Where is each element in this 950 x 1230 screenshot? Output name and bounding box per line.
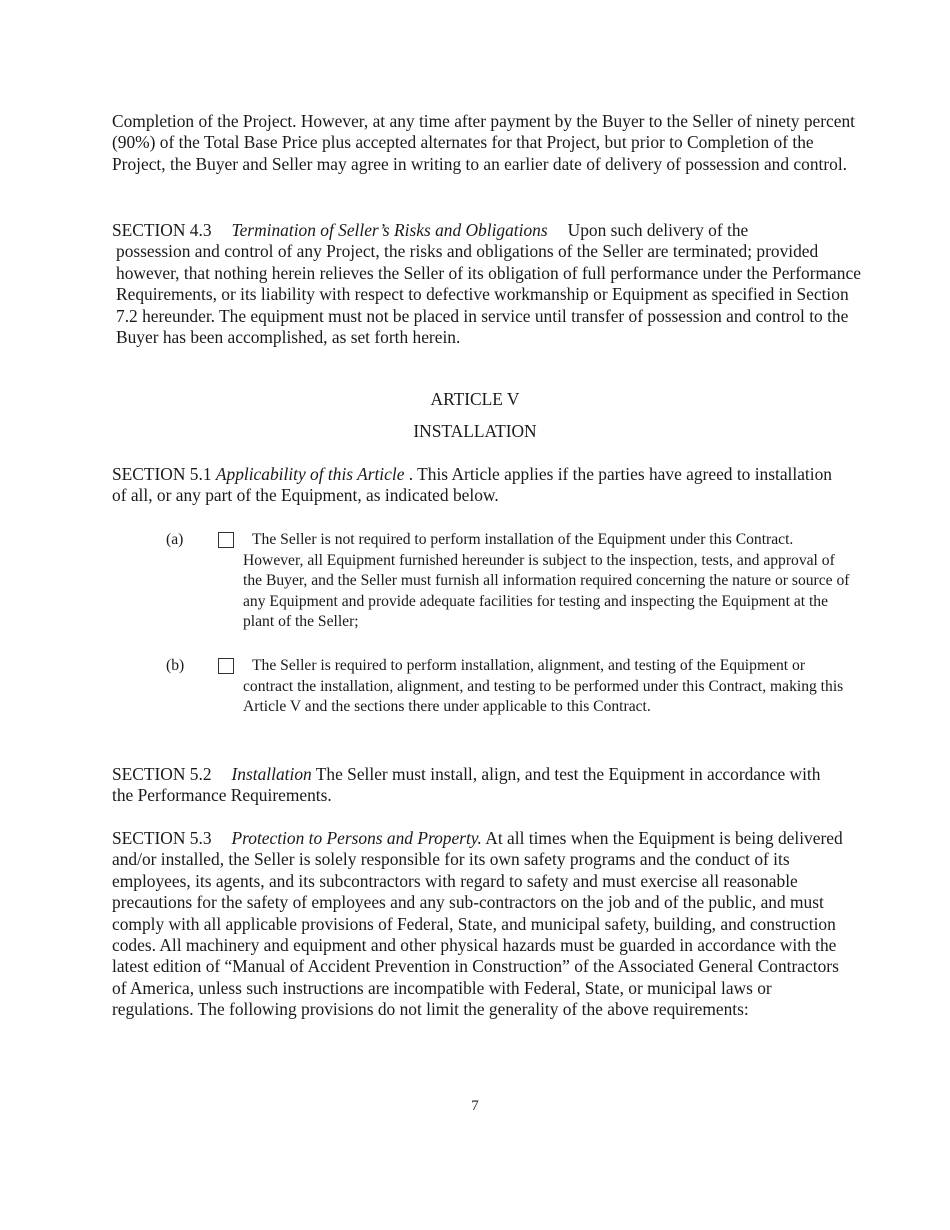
option-a-text: The Seller is not required to perform installation of the Equipment under this Contract. However, all Equipment furnished hereunder is subject to the inspection, tests, and approval of the Buyer, and the Seller must furnish all information required concerning the nature or source of any Equipment and provide adequate facilities for testing and inspecting the Equipment at the plant of the Seller; [243,531,850,630]
section-5-3-label: SECTION 5.3 [112,828,212,848]
page-number: 7 [471,1098,479,1114]
completion-paragraph: Completion of the Project. However, at any time after payment by the Buyer to the Seller of ninety percent (90%) of the Total Base Price plus accepted alternates for that Project, but prior to Completion of the Project, the Buyer and Seller may agree in writing to an earlier date of delivery of possession and control. [112,111,856,174]
option-b-checkbox[interactable] [218,658,234,674]
section-5-1 [112,464,832,507]
section-5-2-body: The Seller must install, align, and test the Equipment in accordance with the Performance Requirements. [112,764,821,806]
section-4-3 [112,220,862,348]
option-a-checkbox[interactable] [218,532,234,548]
option-b-label: (b) [166,657,185,674]
section-5-2-label: SECTION 5.2 [112,764,212,784]
section-5-3-body: At all times when the Equipment is being delivered and/or installed, the Seller is solely responsible for its own safety programs and the conduct of its employees, its agents, and its subcontractors with regard to safety and must exercise all reasonable precautions for the safety of employees and any sub-contractors on the job and of the public, and must comply with all applicable provisions of Federal, State, and municipal safety, building, and construction codes. All machinery and equipment and other physical hazards must be guarded in accordance with the latest edition of “Manual of Accident Prevention in Construction” of the Associated General Contractors of America, unless such instructions are incompatible with Federal, State, or municipal laws or regulations. The following provisions do not limit the generality of the above requirements: [112,828,843,1020]
section-5-3-title: Protection to Persons and Property. [231,828,482,848]
section-5-2 [112,764,842,807]
section-5-1-title: Applicability of this Article [215,464,405,484]
section-4-3-body: possession and control of any Project, the risks and obligations of the Seller are terminated; provided however, that nothing herein relieves the Seller of its obligation of full performance under the Performance Requirements, or its liability with respect to defective workmanship or Equipment as specified in Section 7.2 hereunder. The equipment must not be placed in service until transfer of possession and control to the Buyer has been accomplished, as set forth herein. [116,241,861,348]
article-title: INSTALLATION [413,421,537,441]
section-4-3-heading-line [112,220,862,241]
article-number: ARTICLE V [430,389,520,409]
section-5-2-title: Installation [231,764,312,784]
section-5-1-label: SECTION 5.1 [112,464,212,484]
section-5-1-body: . This Article applies if the parties have agreed to installation of all, or any part of the Equipment, as indicated below. [112,464,832,506]
option-b-text: The Seller is required to perform installation, alignment, and testing of the Equipment or contract the installation, alignment, and testing to be performed under this Contract, making this Article V and the sections there under applicable to this Contract. [243,657,844,715]
section-4-3-label: SECTION 4.3 [112,220,212,240]
section-5-3 [112,828,857,1021]
section-4-3-title: Termination of Seller’s Risks and Obligations [231,220,548,240]
option-a-label: (a) [166,531,184,548]
section-4-3-first-line: Upon such delivery of the [567,220,749,240]
